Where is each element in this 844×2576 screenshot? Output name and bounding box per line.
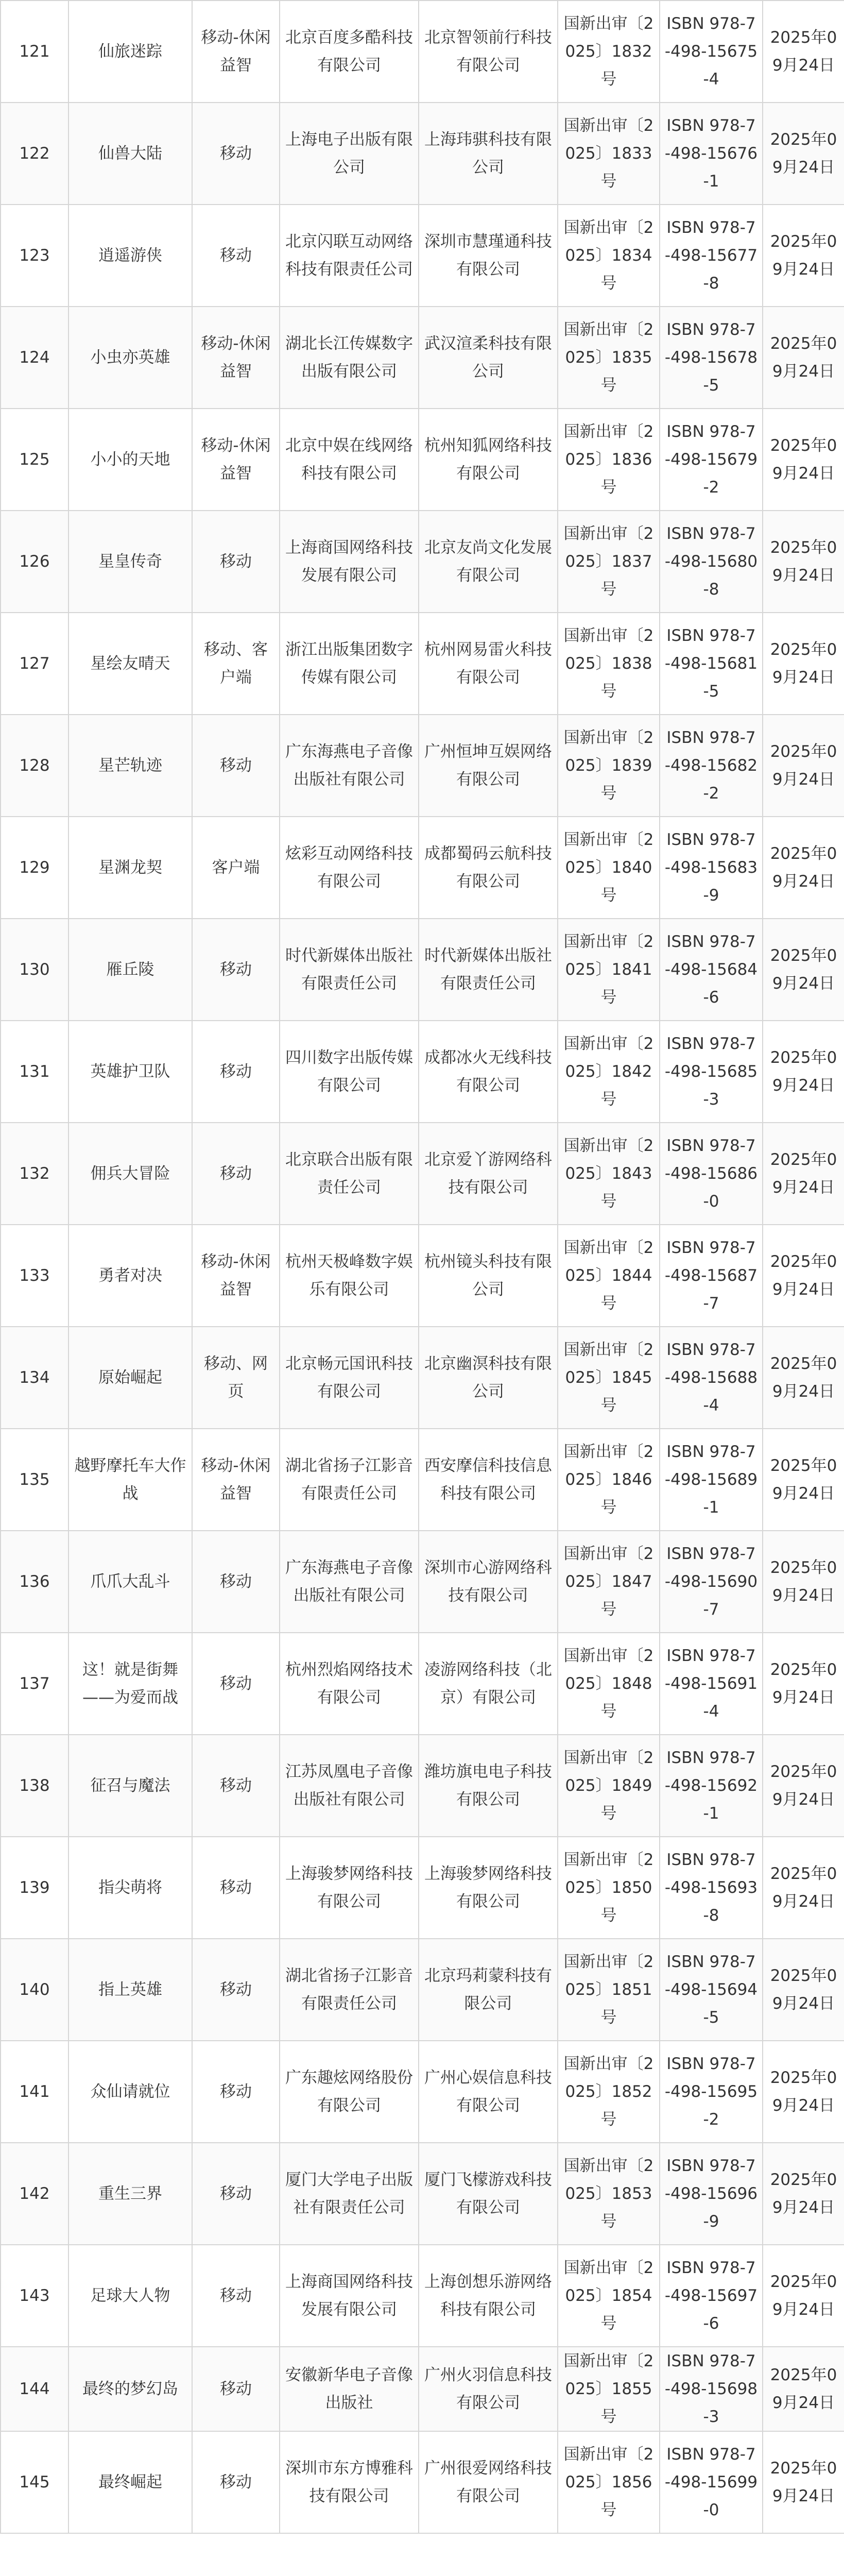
row-number: 137 [1, 1633, 68, 1735]
game-name: 仙兽大陆 [68, 103, 192, 205]
row-number: 127 [1, 613, 68, 715]
game-name: 爪爪大乱斗 [68, 1531, 192, 1633]
table-row [1, 1021, 844, 1123]
game-type: 移动 [192, 205, 280, 307]
approval-number: 国新出审〔2025〕1855号 [558, 2347, 660, 2431]
isbn-number: ISBN 978-7-498-15689-1 [660, 1429, 763, 1531]
approval-number: 国新出审〔2025〕1842号 [558, 1021, 660, 1123]
game-name: 佣兵大冒险 [68, 1123, 192, 1225]
approval-date: 2025年09月24日 [763, 511, 844, 613]
operator-name: 广州心娱信息科技有限公司 [419, 2041, 558, 2143]
game-name: 勇者对决 [68, 1225, 192, 1327]
approval-number: 国新出审〔2025〕1837号 [558, 511, 660, 613]
game-name: 原始崛起 [68, 1327, 192, 1429]
isbn-number: ISBN 978-7-498-15677-8 [660, 205, 763, 307]
game-type: 移动 [192, 2245, 280, 2347]
game-name: 星芒轨迹 [68, 715, 192, 817]
table-row [1, 103, 844, 205]
operator-name: 成都蜀码云航科技有限公司 [419, 817, 558, 919]
approval-number: 国新出审〔2025〕1840号 [558, 817, 660, 919]
isbn-number: ISBN 978-7-498-15687-7 [660, 1225, 763, 1327]
row-number: 143 [1, 2245, 68, 2347]
approval-number: 国新出审〔2025〕1852号 [558, 2041, 660, 2143]
approval-number: 国新出审〔2025〕1832号 [558, 1, 660, 103]
publisher-name: 北京畅元国讯科技有限公司 [280, 1327, 419, 1429]
approval-date: 2025年09月24日 [763, 1531, 844, 1633]
publisher-name: 上海骏梦网络科技有限公司 [280, 1837, 419, 1939]
approval-date: 2025年09月24日 [763, 409, 844, 511]
game-type: 移动 [192, 2431, 280, 2533]
row-number: 124 [1, 307, 68, 409]
row-number: 136 [1, 1531, 68, 1633]
row-number: 122 [1, 103, 68, 205]
operator-name: 杭州镜头科技有限公司 [419, 1225, 558, 1327]
game-type: 移动 [192, 1939, 280, 2041]
approval-date: 2025年09月24日 [763, 1735, 844, 1837]
game-type: 移动 [192, 2347, 280, 2431]
operator-name: 深圳市心游网络科技有限公司 [419, 1531, 558, 1633]
game-name: 越野摩托车大作战 [68, 1429, 192, 1531]
table-row [1, 1735, 844, 1837]
isbn-number: ISBN 978-7-498-15691-4 [660, 1633, 763, 1735]
game-name: 仙旅迷踪 [68, 1, 192, 103]
operator-name: 北京幽溟科技有限公司 [419, 1327, 558, 1429]
publisher-name: 深圳市东方博雅科技有限公司 [280, 2431, 419, 2533]
game-type: 移动 [192, 1633, 280, 1735]
approval-date: 2025年09月24日 [763, 715, 844, 817]
isbn-number: ISBN 978-7-498-15684-6 [660, 919, 763, 1021]
publisher-name: 广东趣炫网络股份有限公司 [280, 2041, 419, 2143]
approval-date: 2025年09月24日 [763, 1429, 844, 1531]
isbn-number: ISBN 978-7-498-15681-5 [660, 613, 763, 715]
isbn-number: ISBN 978-7-498-15692-1 [660, 1735, 763, 1837]
publisher-name: 上海商国网络科技发展有限公司 [280, 2245, 419, 2347]
game-type: 移动-休闲益智 [192, 1429, 280, 1531]
game-name: 星绘友晴天 [68, 613, 192, 715]
approval-number: 国新出审〔2025〕1848号 [558, 1633, 660, 1735]
approval-number: 国新出审〔2025〕1853号 [558, 2143, 660, 2245]
table-row [1, 1429, 844, 1531]
row-number: 140 [1, 1939, 68, 2041]
approval-date: 2025年09月24日 [763, 2431, 844, 2533]
isbn-number: ISBN 978-7-498-15685-3 [660, 1021, 763, 1123]
publisher-name: 四川数字出版传媒有限公司 [280, 1021, 419, 1123]
operator-name: 北京智领前行科技有限公司 [419, 1, 558, 103]
operator-name: 时代新媒体出版社有限责任公司 [419, 919, 558, 1021]
approval-number: 国新出审〔2025〕1845号 [558, 1327, 660, 1429]
isbn-number: ISBN 978-7-498-15675-4 [660, 1, 763, 103]
approval-number: 国新出审〔2025〕1854号 [558, 2245, 660, 2347]
game-type: 移动 [192, 103, 280, 205]
approval-number: 国新出审〔2025〕1839号 [558, 715, 660, 817]
operator-name: 上海玮骐科技有限公司 [419, 103, 558, 205]
game-type: 移动 [192, 1021, 280, 1123]
approval-number: 国新出审〔2025〕1849号 [558, 1735, 660, 1837]
publisher-name: 杭州烈焰网络技术有限公司 [280, 1633, 419, 1735]
game-type: 移动 [192, 1735, 280, 1837]
operator-name: 成都冰火无线科技有限公司 [419, 1021, 558, 1123]
row-number: 126 [1, 511, 68, 613]
approval-date: 2025年09月24日 [763, 205, 844, 307]
table-row [1, 2143, 844, 2245]
row-number: 144 [1, 2347, 68, 2431]
approval-date: 2025年09月24日 [763, 1327, 844, 1429]
table-row [1, 2041, 844, 2143]
game-name: 指尖萌将 [68, 1837, 192, 1939]
publisher-name: 时代新媒体出版社有限责任公司 [280, 919, 419, 1021]
table-row [1, 919, 844, 1021]
game-type: 移动 [192, 715, 280, 817]
approval-number: 国新出审〔2025〕1835号 [558, 307, 660, 409]
isbn-number: ISBN 978-7-498-15678-5 [660, 307, 763, 409]
publisher-name: 北京百度多酷科技有限公司 [280, 1, 419, 103]
row-number: 141 [1, 2041, 68, 2143]
table-row [1, 1, 844, 103]
approval-number: 国新出审〔2025〕1844号 [558, 1225, 660, 1327]
row-number: 128 [1, 715, 68, 817]
isbn-number: ISBN 978-7-498-15694-5 [660, 1939, 763, 2041]
table-row [1, 1123, 844, 1225]
table-row [1, 1939, 844, 2041]
approval-date: 2025年09月24日 [763, 919, 844, 1021]
approval-date: 2025年09月24日 [763, 2245, 844, 2347]
approval-date: 2025年09月24日 [763, 103, 844, 205]
game-type: 移动 [192, 2041, 280, 2143]
approval-date: 2025年09月24日 [763, 1123, 844, 1225]
operator-name: 西安摩信科技信息科技有限公司 [419, 1429, 558, 1531]
isbn-number: ISBN 978-7-498-15688-4 [660, 1327, 763, 1429]
approval-date: 2025年09月24日 [763, 307, 844, 409]
game-type: 移动 [192, 511, 280, 613]
isbn-number: ISBN 978-7-498-15683-9 [660, 817, 763, 919]
isbn-number: ISBN 978-7-498-15676-1 [660, 103, 763, 205]
table-row [1, 1327, 844, 1429]
approval-date: 2025年09月24日 [763, 2347, 844, 2431]
game-name: 众仙请就位 [68, 2041, 192, 2143]
operator-name: 广州恒坤互娱网络有限公司 [419, 715, 558, 817]
table-row [1, 2347, 844, 2431]
approval-number: 国新出审〔2025〕1834号 [558, 205, 660, 307]
approval-number: 国新出审〔2025〕1847号 [558, 1531, 660, 1633]
operator-name: 杭州知狐网络科技有限公司 [419, 409, 558, 511]
game-type: 移动-休闲益智 [192, 409, 280, 511]
publisher-name: 湖北省扬子江影音有限责任公司 [280, 1939, 419, 2041]
operator-name: 凌游网络科技（北京）有限公司 [419, 1633, 558, 1735]
publisher-name: 杭州天极峰数字娱乐有限公司 [280, 1225, 419, 1327]
table-row [1, 1225, 844, 1327]
operator-name: 潍坊旗电电子科技有限公司 [419, 1735, 558, 1837]
game-name: 足球大人物 [68, 2245, 192, 2347]
row-number: 121 [1, 1, 68, 103]
game-name: 指上英雄 [68, 1939, 192, 2041]
game-type: 移动 [192, 1123, 280, 1225]
approval-date: 2025年09月24日 [763, 2041, 844, 2143]
approval-date: 2025年09月24日 [763, 1837, 844, 1939]
game-type: 移动-休闲益智 [192, 1, 280, 103]
row-number: 138 [1, 1735, 68, 1837]
publisher-name: 炫彩互动网络科技有限公司 [280, 817, 419, 919]
operator-name: 厦门飞檬游戏科技有限公司 [419, 2143, 558, 2245]
row-number: 135 [1, 1429, 68, 1531]
table-row [1, 409, 844, 511]
row-number: 130 [1, 919, 68, 1021]
isbn-number: ISBN 978-7-498-15679-2 [660, 409, 763, 511]
operator-name: 广州火羽信息科技有限公司 [419, 2347, 558, 2431]
operator-name: 北京爱丫游网络科技有限公司 [419, 1123, 558, 1225]
publisher-name: 厦门大学电子出版社有限责任公司 [280, 2143, 419, 2245]
table-row [1, 1837, 844, 1939]
operator-name: 北京玛莉蒙科技有限公司 [419, 1939, 558, 2041]
publisher-name: 北京闪联互动网络科技有限责任公司 [280, 205, 419, 307]
isbn-number: ISBN 978-7-498-15690-7 [660, 1531, 763, 1633]
approval-number: 国新出审〔2025〕1836号 [558, 409, 660, 511]
row-number: 139 [1, 1837, 68, 1939]
approval-date: 2025年09月24日 [763, 1633, 844, 1735]
game-name: 重生三界 [68, 2143, 192, 2245]
row-number: 125 [1, 409, 68, 511]
game-name: 征召与魔法 [68, 1735, 192, 1837]
game-name: 星皇传奇 [68, 511, 192, 613]
table-row [1, 715, 844, 817]
operator-name: 深圳市慧瑾通科技有限公司 [419, 205, 558, 307]
isbn-number: ISBN 978-7-498-15698-3 [660, 2347, 763, 2431]
approval-number: 国新出审〔2025〕1838号 [558, 613, 660, 715]
table-row [1, 205, 844, 307]
game-type: 移动 [192, 2143, 280, 2245]
row-number: 145 [1, 2431, 68, 2533]
operator-name: 杭州网易雷火科技有限公司 [419, 613, 558, 715]
table-row [1, 2245, 844, 2347]
publisher-name: 湖北长江传媒数字出版有限公司 [280, 307, 419, 409]
row-number: 142 [1, 2143, 68, 2245]
approval-date: 2025年09月24日 [763, 1021, 844, 1123]
publisher-name: 上海商国网络科技发展有限公司 [280, 511, 419, 613]
row-number: 129 [1, 817, 68, 919]
isbn-number: ISBN 978-7-498-15682-2 [660, 715, 763, 817]
publisher-name: 浙江出版集团数字传媒有限公司 [280, 613, 419, 715]
approval-date: 2025年09月24日 [763, 1225, 844, 1327]
game-type: 移动 [192, 1837, 280, 1939]
row-number: 132 [1, 1123, 68, 1225]
isbn-number: ISBN 978-7-498-15699-0 [660, 2431, 763, 2533]
approval-number: 国新出审〔2025〕1850号 [558, 1837, 660, 1939]
isbn-number: ISBN 978-7-498-15680-8 [660, 511, 763, 613]
row-number: 131 [1, 1021, 68, 1123]
operator-name: 北京友尚文化发展有限公司 [419, 511, 558, 613]
publisher-name: 广东海燕电子音像出版社有限公司 [280, 1531, 419, 1633]
table-row [1, 1633, 844, 1735]
game-type: 移动、客户端 [192, 613, 280, 715]
isbn-number: ISBN 978-7-498-15686-0 [660, 1123, 763, 1225]
approval-date: 2025年09月24日 [763, 817, 844, 919]
game-name: 逍遥游侠 [68, 205, 192, 307]
isbn-number: ISBN 978-7-498-15693-8 [660, 1837, 763, 1939]
game-name: 星渊龙契 [68, 817, 192, 919]
game-type: 移动-休闲益智 [192, 307, 280, 409]
game-type: 移动 [192, 919, 280, 1021]
operator-name: 上海创想乐游网络科技有限公司 [419, 2245, 558, 2347]
game-type: 客户端 [192, 817, 280, 919]
game-name: 这！就是街舞——为爱而战 [68, 1633, 192, 1735]
approval-date: 2025年09月24日 [763, 1, 844, 103]
table-row [1, 817, 844, 919]
table-row [1, 511, 844, 613]
isbn-number: ISBN 978-7-498-15695-2 [660, 2041, 763, 2143]
table-row [1, 307, 844, 409]
publisher-name: 湖北省扬子江影音有限责任公司 [280, 1429, 419, 1531]
game-name: 小虫亦英雄 [68, 307, 192, 409]
game-name: 雁丘陵 [68, 919, 192, 1021]
approval-date: 2025年09月24日 [763, 613, 844, 715]
game-name: 最终的梦幻岛 [68, 2347, 192, 2431]
table-row [1, 2431, 844, 2533]
isbn-number: ISBN 978-7-498-15697-6 [660, 2245, 763, 2347]
operator-name: 武汉渲柔科技有限公司 [419, 307, 558, 409]
row-number: 123 [1, 205, 68, 307]
table-row [1, 1531, 844, 1633]
table-body [1, 1, 844, 2533]
isbn-number: ISBN 978-7-498-15696-9 [660, 2143, 763, 2245]
approval-date: 2025年09月24日 [763, 1939, 844, 2041]
approval-date: 2025年09月24日 [763, 2143, 844, 2245]
approval-number: 国新出审〔2025〕1841号 [558, 919, 660, 1021]
game-type: 移动、网页 [192, 1327, 280, 1429]
approval-number: 国新出审〔2025〕1851号 [558, 1939, 660, 2041]
table-row [1, 613, 844, 715]
approval-number: 国新出审〔2025〕1846号 [558, 1429, 660, 1531]
approval-number: 国新出审〔2025〕1843号 [558, 1123, 660, 1225]
game-type: 移动-休闲益智 [192, 1225, 280, 1327]
row-number: 133 [1, 1225, 68, 1327]
operator-name: 上海骏梦网络科技有限公司 [419, 1837, 558, 1939]
publisher-name: 安徽新华电子音像出版社 [280, 2347, 419, 2431]
game-name: 英雄护卫队 [68, 1021, 192, 1123]
publisher-name: 上海电子出版有限公司 [280, 103, 419, 205]
game-name: 小小的天地 [68, 409, 192, 511]
row-number: 134 [1, 1327, 68, 1429]
publisher-name: 江苏凤凰电子音像出版社有限公司 [280, 1735, 419, 1837]
approval-number: 国新出审〔2025〕1833号 [558, 103, 660, 205]
game-type: 移动 [192, 1531, 280, 1633]
game-name: 最终崛起 [68, 2431, 192, 2533]
publisher-name: 北京中娱在线网络科技有限公司 [280, 409, 419, 511]
operator-name: 广州很爱网络科技有限公司 [419, 2431, 558, 2533]
publisher-name: 广东海燕电子音像出版社有限公司 [280, 715, 419, 817]
publisher-name: 北京联合出版有限责任公司 [280, 1123, 419, 1225]
approval-number: 国新出审〔2025〕1856号 [558, 2431, 660, 2533]
